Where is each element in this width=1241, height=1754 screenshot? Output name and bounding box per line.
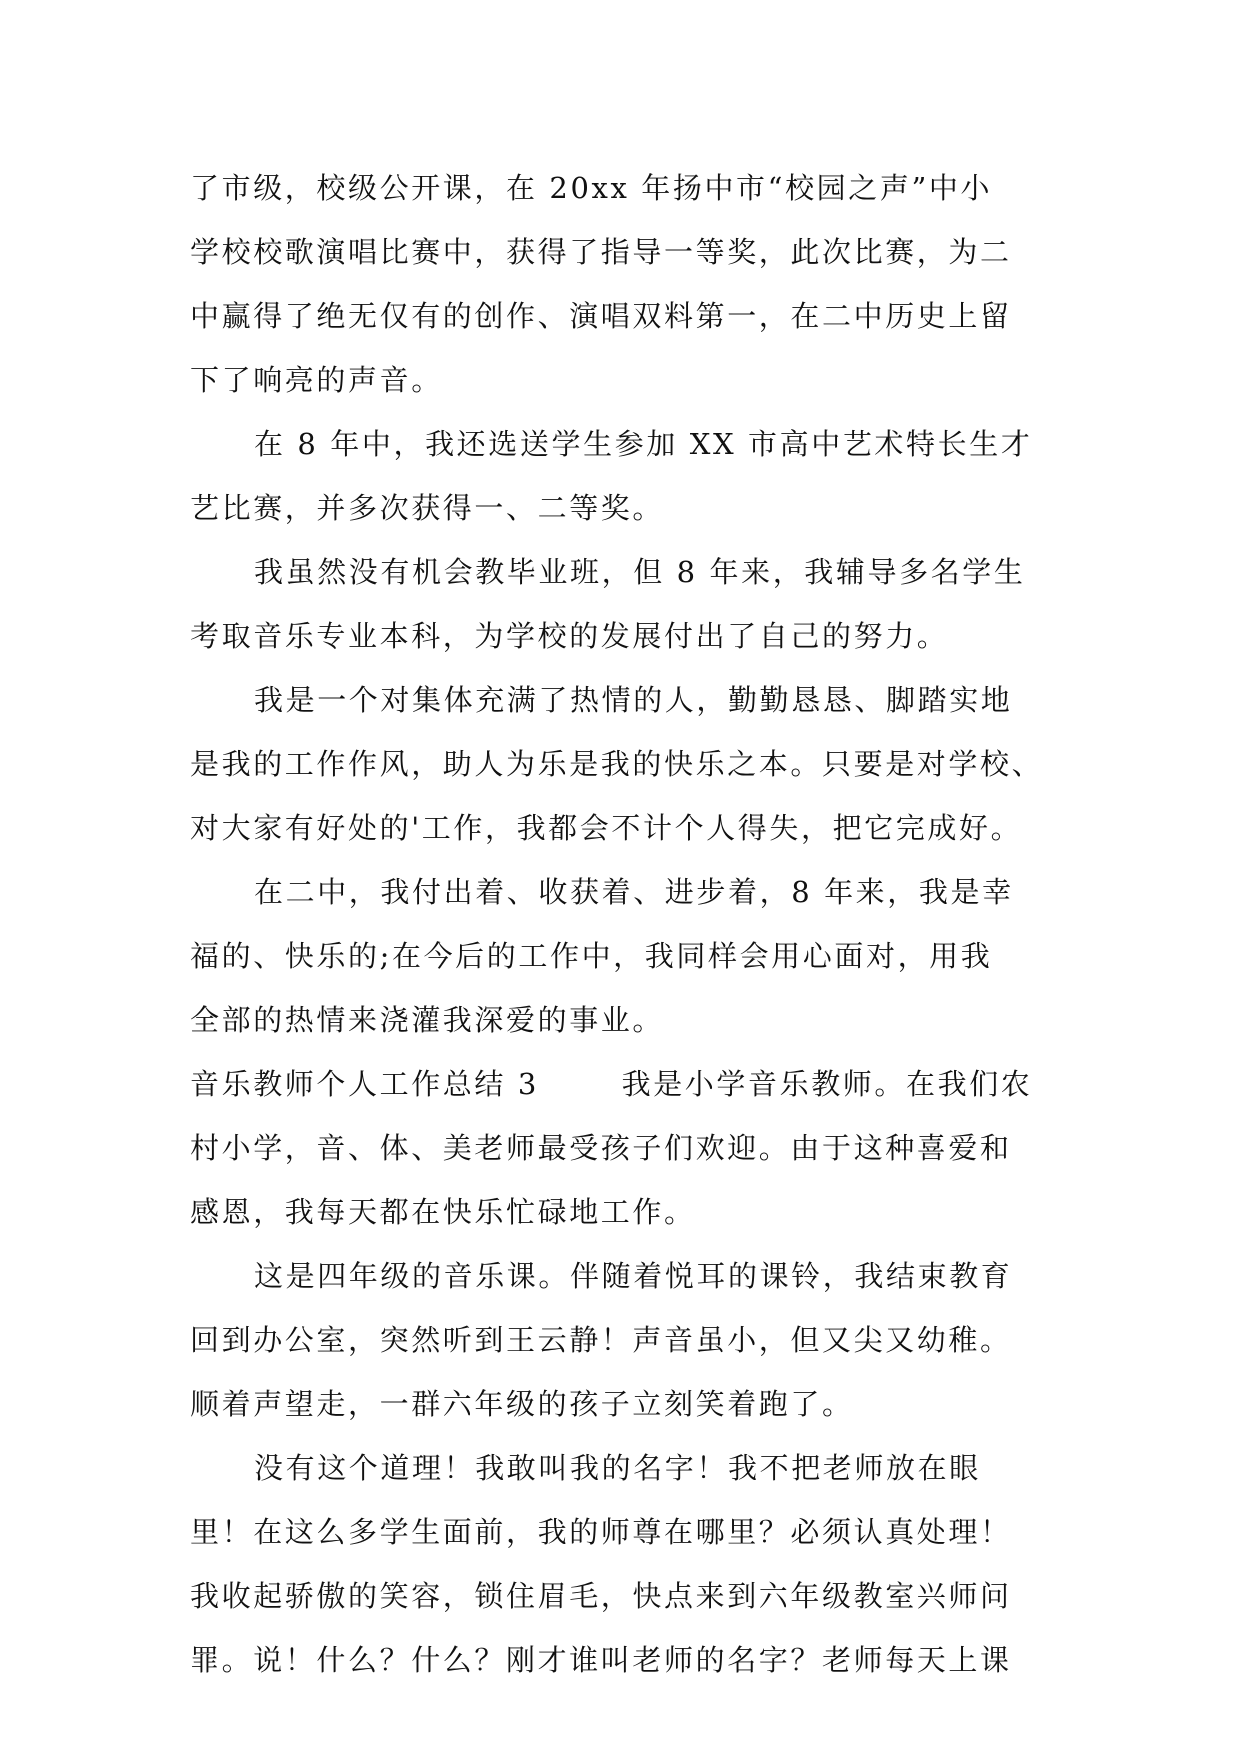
text-line: 感恩，我每天都在快乐忙碌地工作。: [190, 1195, 696, 1229]
section-heading-line: 音乐教师个人工作总结 3 我是小学音乐教师。在我们农: [190, 1067, 1033, 1101]
text-line: 全部的热情来浇灌我深爱的事业。: [190, 1003, 665, 1037]
text-line: 顺着声望走，一群六年级的孩子立刻笑着跑了。: [190, 1387, 854, 1421]
text-line: 我收起骄傲的笑容，锁住眉毛，快点来到六年级教室兴师问: [190, 1579, 1012, 1613]
text-line: 对大家有好处的'工作，我都会不计个人得失，把它完成好。: [190, 811, 1023, 845]
text-line: 福的、快乐的;在今后的工作中，我同样会用心面对，用我: [190, 939, 993, 973]
paragraph-first-line: 我是一个对集体充满了热情的人，勤勤恳恳、脚踏实地: [254, 683, 1013, 717]
text-line: 下了响亮的声音。: [190, 363, 443, 397]
paragraph-first-line: 在二中，我付出着、收获着、进步着，8 年来，我是幸: [254, 875, 1014, 909]
text-line: 中赢得了绝无仅有的创作、演唱双料第一，在二中历史上留: [190, 299, 1012, 333]
text-line: 了市级，校级公开课，在 20xx 年扬中市“校园之声”中小: [190, 171, 993, 205]
text-line: 是我的工作作风，助人为乐是我的快乐之本。只要是对学校、: [190, 747, 1044, 781]
text-line: 考取音乐专业本科，为学校的发展付出了自己的努力。: [190, 619, 949, 653]
text-line: 艺比赛，并多次获得一、二等奖。: [190, 491, 665, 525]
paragraph-first-line: 这是四年级的音乐课。伴随着悦耳的课铃，我结束教育: [254, 1259, 1013, 1293]
text-line: 学校校歌演唱比赛中，获得了指导一等奖，此次比赛，为二: [190, 235, 1012, 269]
paragraph-first-line: 没有这个道理！我敢叫我的名字！我不把老师放在眼: [254, 1451, 981, 1485]
text-line: 村小学，音、体、美老师最受孩子们欢迎。由于这种喜爱和: [190, 1131, 1012, 1165]
text-line: 回到办公室，突然听到王云静！声音虽小，但又尖又幼稚。: [190, 1323, 1012, 1357]
paragraph-first-line: 我虽然没有机会教毕业班，但 8 年来，我辅导多名学生: [254, 555, 1026, 589]
text-line: 罪。说！什么？什么？刚才谁叫老师的名字？老师每天上课: [190, 1643, 1012, 1677]
text-line: 里！在这么多学生面前，我的师尊在哪里？必须认真处理！: [190, 1515, 1012, 1549]
paragraph-first-line: 在 8 年中，我还选送学生参加 XX 市高中艺术特长生才: [254, 427, 1033, 461]
